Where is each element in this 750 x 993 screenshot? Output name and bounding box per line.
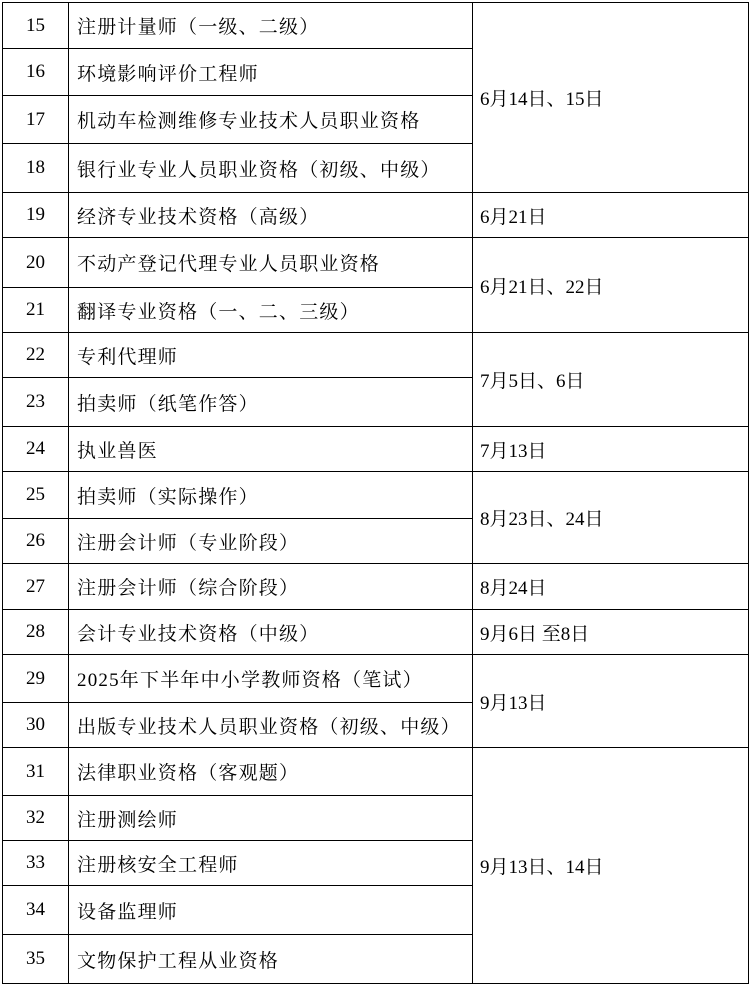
row-number: 21 [3,288,69,333]
table-row [3,472,749,519]
row-number: 22 [3,333,69,378]
exam-date: 9月13日 [473,655,749,748]
row-number: 20 [3,238,69,288]
exam-name: 拍卖师（实际操作） [69,472,473,519]
table-row [3,3,749,49]
exam-date: 7月5日、6日 [473,333,749,427]
exam-name: 法律职业资格（客观题） [69,748,473,796]
row-number: 29 [3,655,69,703]
exam-date: 9月13日、14日 [473,748,749,984]
exam-schedule-table [2,2,749,984]
row-number: 35 [3,935,69,984]
row-number: 23 [3,378,69,427]
exam-name: 环境影响评价工程师 [69,49,473,96]
exam-name: 注册测绘师 [69,796,473,841]
table-row [3,193,749,238]
row-number: 31 [3,748,69,796]
table-row [3,427,749,472]
exam-name: 拍卖师（纸笔作答） [69,378,473,427]
exam-date: 7月13日 [473,427,749,472]
row-number: 30 [3,703,69,748]
exam-name: 执业兽医 [69,427,473,472]
row-number: 19 [3,193,69,238]
row-number: 18 [3,144,69,193]
row-number: 32 [3,796,69,841]
exam-name: 出版专业技术人员职业资格（初级、中级） [69,703,473,748]
exam-name: 2025年下半年中小学教师资格（笔试） [69,655,473,703]
exam-date: 8月24日 [473,564,749,610]
row-number: 28 [3,610,69,655]
exam-name: 文物保护工程从业资格 [69,935,473,984]
exam-date: 6月14日、15日 [473,3,749,193]
row-number: 24 [3,427,69,472]
table-row [3,610,749,655]
exam-name: 专利代理师 [69,333,473,378]
row-number: 15 [3,3,69,49]
table-row [3,238,749,288]
exam-name: 设备监理师 [69,886,473,935]
exam-name: 注册核安全工程师 [69,841,473,886]
exam-date: 6月21日 [473,193,749,238]
exam-date: 8月23日、24日 [473,472,749,564]
table-row [3,748,749,796]
exam-name: 翻译专业资格（一、二、三级） [69,288,473,333]
table-row [3,333,749,378]
table-row [3,564,749,610]
row-number: 27 [3,564,69,610]
row-number: 34 [3,886,69,935]
exam-date: 6月21日、22日 [473,238,749,333]
row-number: 33 [3,841,69,886]
exam-date: 9月6日 至8日 [473,610,749,655]
table-row [3,655,749,703]
exam-name: 注册计量师（一级、二级） [69,3,473,49]
exam-name: 银行业专业人员职业资格（初级、中级） [69,144,473,193]
row-number: 25 [3,472,69,519]
exam-name: 经济专业技术资格（高级） [69,193,473,238]
row-number: 17 [3,96,69,144]
row-number: 26 [3,519,69,564]
exam-name: 会计专业技术资格（中级） [69,610,473,655]
row-number: 16 [3,49,69,96]
exam-name: 注册会计师（专业阶段） [69,519,473,564]
exam-name: 机动车检测维修专业技术人员职业资格 [69,96,473,144]
exam-name: 注册会计师（综合阶段） [69,564,473,610]
exam-name: 不动产登记代理专业人员职业资格 [69,238,473,288]
